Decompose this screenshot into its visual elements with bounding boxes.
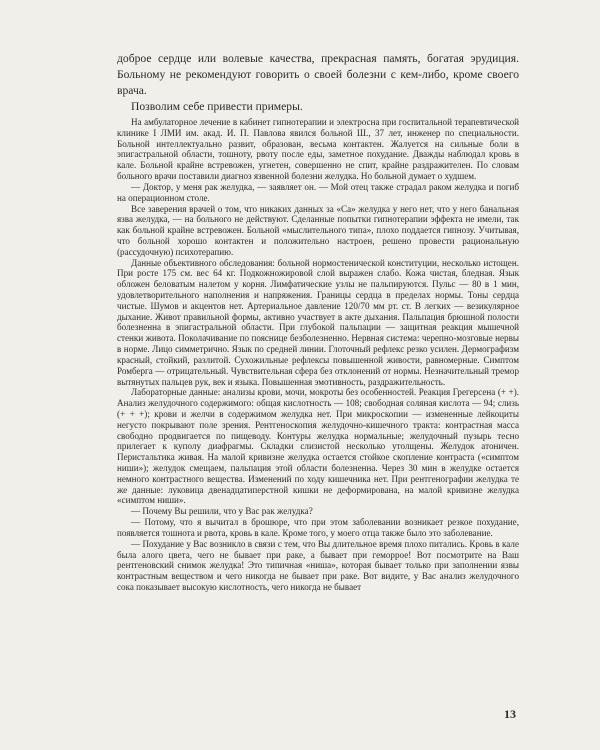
case-paragraph-7: — Потому, что я вычитал в брошюре, что при этом заболевании возникает резкое похудание, появляется тошнота и рвота, кровь в кале. Кроме того, у моего отца также было это заболевание. [117, 517, 519, 538]
case-paragraph-6: — Почему Вы решили, что у Вас рак желудка? [131, 506, 313, 517]
case-paragraph-5: Лабораторные данные: анализы крови, мочи, мокроты без особенностей. Реакция Грегерсена (+ +). Анализ желудочного содержимого: общая кислотность — 108; свободная соляная кислота — 94; слизь (+ + +); крови и желчи в содержимом желудка нет. При микроскопии — измененные лейкоциты негусто покрывают поле зрения. Рентгеноскопия желудочно-кишечного тракта: контрастная масса свободно продвигается по пищеводу. Контуры желудка нормальные; желудочный пузырь тесно прилегает к куполу диафрагмы. Складки слизистой несколько утолщены. Желудок атоничен. Перистальтика живая. На малой кривизне желудка остается стойкое скопление контраста («симптом ниши»); желудок смещаем, пальпация этой области болезненна. Через 30 мин в желудке остается немного контрастного вещества. Изменений по ходу кишечника нет. При рентгенографии желудка те же данные: луковица двенадцатиперстной кишки не деформирована, на малой кривизне желудка «симптом ниши». [117, 387, 519, 506]
case-paragraph-8: — Похудание у Вас возникло в связи с тем, что Вы длительное время плохо питались. Кровь в кале была алого цвета, чего не бывает при раке, а бывает при геморрое! Вот посмотрите на Ваш рентгеновский снимок желудка! Это типичная «ниша», которая бывает только при заполнении язвы контрастным веществом и чего никогда не бывает при раке. Вот видите, у Вас анализ желудочного сока показывает высокую кислотность, чего никогда не бывает [117, 538, 519, 592]
intro-text [117, 51, 519, 115]
case-paragraph-1: На амбулаторное лечение в кабинет гипнотерапии и электросна при госпитальной терапевтической клинике I ЛМИ им. акад. И. П. Павлова явился больной Ш., 37 лет, инженер по специальности. Больной интеллектуально развит, образован, весьма контактен. Жалуется на сильные боли в эпигастральной области, тошноту, рвоту после еды, заметное похудание. Дважды наблюдал кровь в кале. Больной крайне встревожен, угнетен, совершенно не спит, крайне раздражителен. По словам больного врачи поставили диагноз язвенной болезни желудка. Но больной думает о худшем. [117, 117, 519, 182]
case-paragraph-3: Все заверения врачей о том, что никаких данных за «Са» желудка у него нет, что у него банальная язва желудка, — на больного не действуют. Сделанные попытки гипнотерапии эффекта не имели, так как больной крайне встревожен. Больной «мыслительного типа», плохо поддается гипнозу. Учитывая, что больной хорошо контактен и положительно настроен, решено провести рациональную (рассудочную) психотерапию. [117, 203, 519, 257]
case-paragraph-4: Данные объективного обследования: больной нормостенической конституции, несколько истощен. При росте 175 см. вес 64 кг. Подкожножировой слой выражен слабо. Кожа чистая, бледная. Язык обложен беловатым налетом у корня. Лимфатические узлы не пальпируются. Пульс — 80 в 1 мин, удовлетворительного наполнения и напряжения. Границы сердца в пределах нормы. Тоны сердца чистые. Шумов и акцентов нет. Артериальное давление 120/70 мм рт. ст. В легких — везикулярное дыхание. Живот правильной формы, активно участвует в акте дыхания. Пальпация брюшной полости болезненна в эпигастральной области. При глубокой пальпации — защитная реакция мышечной стенки живота. Поколачивание по пояснице безболезненно. Нервная система: черепно-мозговые нервы в норме. Лицо симметрично. Язык по средней линии. Глоточный рефлекс резко усилен. Дермографизм красный, стойкий, разлитой. Сухожильные рефлексы повышенной живости, равномерные. Симптом Ромберга — отрицательный. Чувствительная сфера без отклонений от нормы. Незначительный тремор вытянутых пальцев рук, век и языка. Повышенная эмотивность, раздражительность. [117, 257, 519, 387]
page-number: 13 [504, 707, 516, 721]
intro-paragraph-2: Позволим себе привести примеры. [131, 100, 303, 113]
intro-paragraph-1: доброе сердце или волевые качества, прекрасная память, богатая эрудиция. Больному не рекомендуют говорить о своей болезни с кем-либо, кроме своего врача. [117, 52, 519, 97]
case-report [117, 117, 519, 593]
case-paragraph-2: — Доктор, у меня рак желудка, — заявляет он. — Мой отец также страдал раком желудка и погиб на операционном столе. [117, 181, 519, 203]
